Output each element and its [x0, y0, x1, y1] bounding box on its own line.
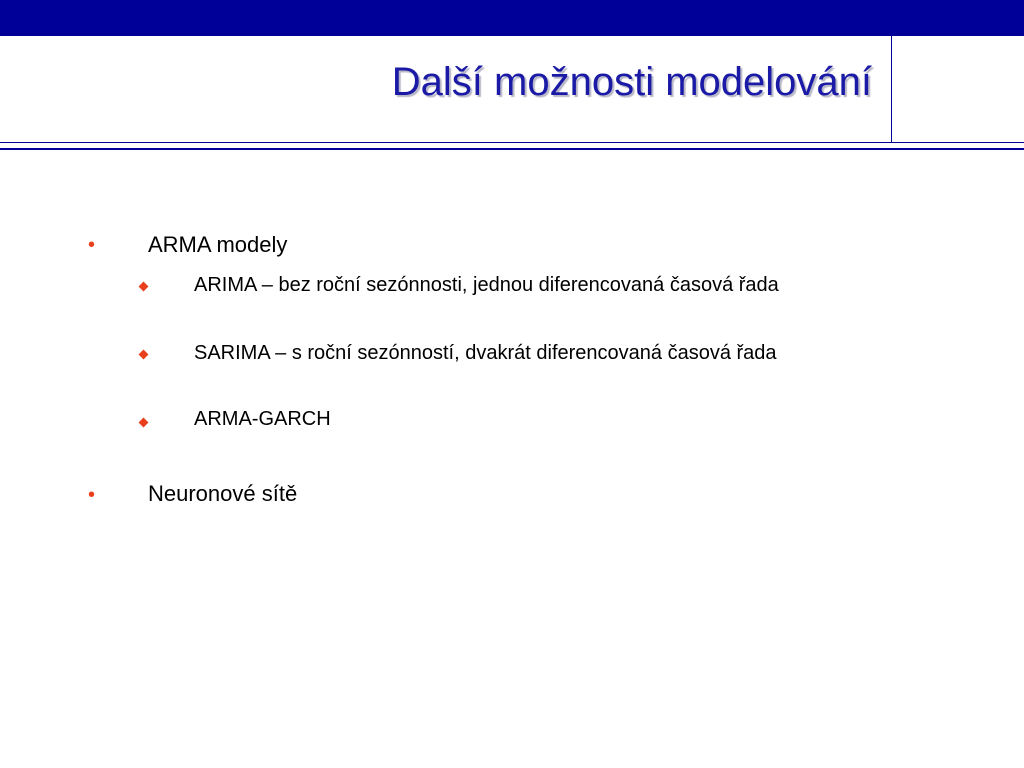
sub-item-arima: ARIMA – bez roční sezónnosti, jednou diferencovaná časová řada [194, 274, 779, 296]
round-bullet-icon: • [88, 234, 96, 256]
sub-item-sarima: SARIMA – s roční sezónností, dvakrát diferencovaná časová řada [194, 342, 777, 364]
sub-item-arma-garch: ARMA-GARCH [194, 408, 331, 430]
title-vertical-rule [891, 36, 892, 142]
diamond-bullet-icon [139, 282, 149, 292]
top-header-bar [0, 0, 1024, 36]
diamond-bullet-icon [139, 418, 149, 428]
diamond-bullet-icon [139, 350, 149, 360]
title-divider-thin [0, 142, 1024, 143]
slide-title: Další možnosti modelování [391, 60, 872, 104]
list-item-neuronove-site: Neuronové sítě [148, 481, 298, 506]
title-divider-thick [0, 148, 1024, 150]
round-bullet-icon: • [88, 484, 96, 506]
list-item-arma-modely: ARMA modely [148, 232, 288, 257]
